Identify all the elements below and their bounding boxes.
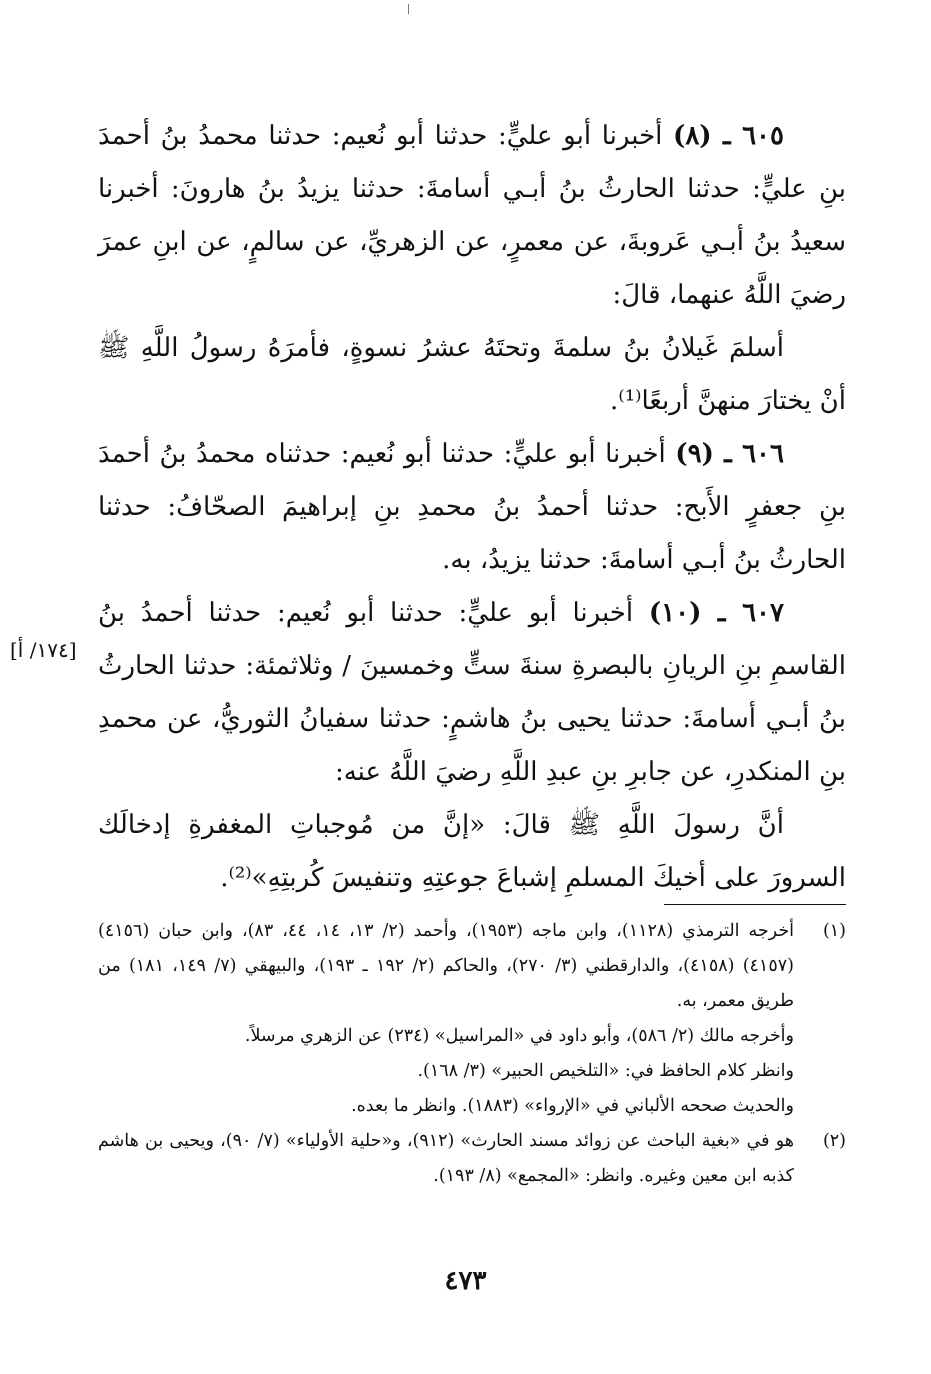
hadith-number: ٦٠٥ ـ (٨) [673,121,784,151]
hadith-607-matn: أنَّ رسولَ اللَّهِ ﷺ قالَ: «إنَّ من مُوجباتِ المغفرةِ إدخالَك السرورَ على أخيكَ المسلمِ إشباعَ جوعتِهِ وتنفيسَ كُربتِهِ»⁽²⁾. [98,810,846,893]
footnote-paragraph: أخرجه الترمذي (١١٢٨)، وابن ماجه (١٩٥٣)، وأحمد (٢/ ١٣، ١٤، ٤٤، ٨٣)، وابن حبان (٤١٥٦) (٤١٥٧) (٤١٥٨)، والدارقطني (٣/ ٢٧٠)، والحاكم (٢/ ١٩٢ ـ ١٩٣)، والبيهقي (٧/ ١٤٩، ١٨١) من طريق معمر، به. [98,921,795,1011]
hadith-text: أخبرنا أبو عليٍّ: حدثنا أبو نُعيم: حدثناه محمدُ بنُ أحمدَ بنِ جعفرٍ الأَبح: حدثنا أحمدُ بنُ محمدِ بنِ إبراهيمَ الصحّافُ: حدثنا الحارثُ بنُ أبـي أسامةَ: حدثنا يزيدُ، به. [98,439,846,575]
hadith-605-isnad [98,110,846,322]
footnote-paragraph: وأخرجه مالك (٢/ ٥٨٦)، وأبو داود في «المراسيل» (٢٣٤) عن الزهري مرسلاً. [244,1026,794,1046]
footnote-separator [664,904,846,905]
manuscript-folio-reference: [١٧٤/ أ] [10,638,77,662]
hadith-606-isnad [98,428,846,587]
hadith-607-isnad [98,587,846,799]
hadith-605-matn: أسلمَ غَيلانُ بنُ سلمةَ وتحتَهُ عشرُ نسوةٍ، فأمرَهُ رسولُ اللَّهِ ﷺ أنْ يختارَ منهنَّ أربعًا⁽¹⁾. [98,333,846,416]
hadith-text: أخبرنا أبو عليٍّ: حدثنا أبو نُعيم: حدثنا أحمدُ بنُ القاسمِ بنِ الريانِ بالبصرةِ سنةَ ستٍّ وخمسينَ / وثلاثمئة: حدثنا الحارثُ بنُ أبـي أسامةَ: حدثنا يحيى بنُ هاشمٍ: حدثنا سفيانُ الثوريُّ، عن محمدِ بنِ المنكدرِ، عن جابرِ بنِ عبدِ اللَّهِ رضيَ اللَّهُ عنه: [98,598,846,787]
hadith-text: أخبرنا أبو عليٍّ: حدثنا أبو نُعيم: حدثنا محمدُ بنُ أحمدَ بنِ عليٍّ: حدثنا الحارثُ بنُ أبـي أسامةَ: حدثنا يزيدُ بنُ هارونَ: أخبرنا سعيدُ بنُ أبـي عَروبةَ، عن معمرٍ، عن الزهريِّ، عن سالمٍ، عن ابنِ عمرَ رضيَ اللَّهُ عنهما، قالَ: [98,121,846,310]
top-margin-mark [408,4,409,14]
hadith-number: ٦٠٦ ـ (٩) [675,439,784,469]
footnote-1 [98,914,846,1124]
page-number: ٤٧٣ [444,1266,487,1296]
footnote-marker: (١) [822,921,846,941]
main-text-block [98,110,846,905]
footnote-paragraph: وانظر كلام الحافظ في: «التلخيص الحبير» (٣/ ١٦٨). [417,1061,794,1081]
footnotes-block [98,914,846,1194]
footnote-marker: (٢) [822,1131,846,1151]
footnote-paragraph: هو في «بغية الباحث عن زوائد مسند الحارث» (٩١٢)، و«حلية الأولياء» (٧/ ٩٠)، ويحيى بن هاشم كذبه ابن معين وغيره. وانظر: «المجمع» (٨/ ١٩٣). [98,1131,794,1186]
hadith-number: ٦٠٧ ـ (١٠) [648,598,784,628]
footnote-2 [98,1124,846,1194]
footnote-paragraph: والحديث صححه الألباني في «الإرواء» (١٨٨٣). وانظر ما بعده. [351,1096,794,1116]
